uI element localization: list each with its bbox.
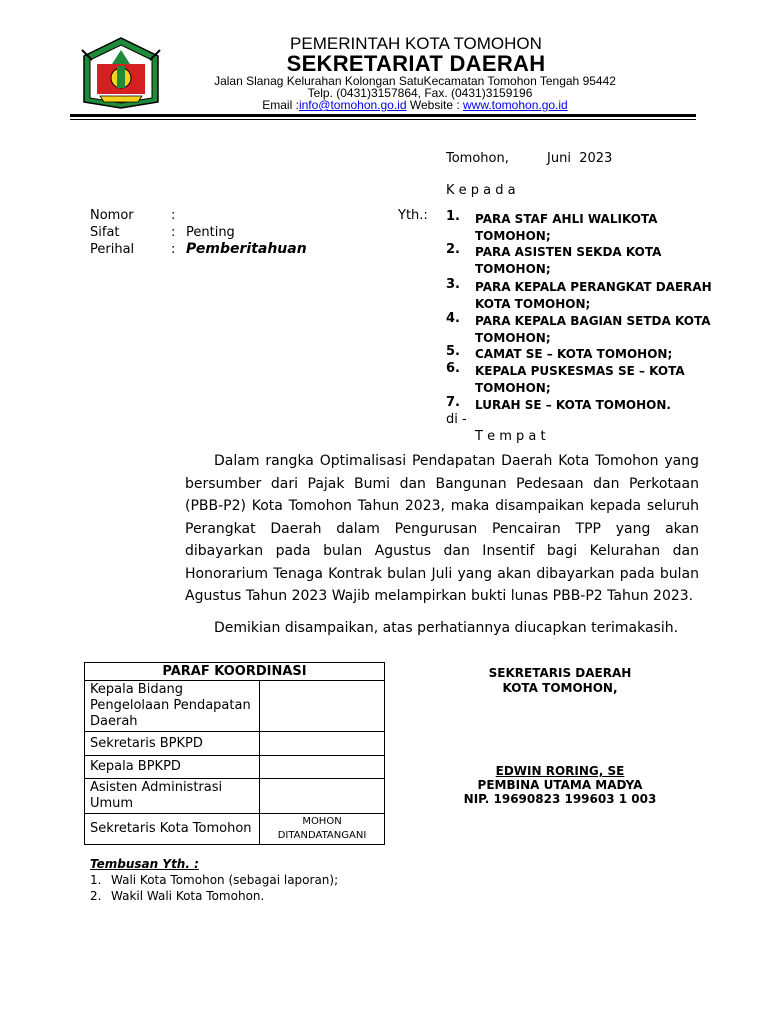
paraf-label: Sekretaris BPKPD: [85, 732, 260, 756]
list-item: [90, 873, 338, 887]
sifat-label: Sifat: [90, 225, 120, 240]
signatory-rank: PEMBINA UTAMA MADYA: [477, 778, 643, 792]
list-item: [90, 889, 264, 903]
recipient-text: CAMAT SE – KOTA TOMOHON;: [475, 347, 673, 361]
recipient-number: 2.: [446, 242, 460, 257]
table-row: [85, 779, 385, 814]
recipient-text: LURAH SE – KOTA TOMOHON.: [475, 398, 671, 412]
paraf-label: Asisten Administrasi Umum: [85, 779, 260, 814]
header-contact: [180, 98, 650, 112]
tembusan-text: Wali Kota Tomohon (sebagai laporan);: [111, 873, 339, 887]
paraf-label: Kepala Bidang Pengelolaan Pendapatan Daerah: [85, 681, 260, 732]
recipient-text: KEPALA PUSKESMAS SE – KOTA TOMOHON;: [475, 364, 685, 395]
table-row: [85, 681, 385, 732]
email-label: Email :: [262, 98, 299, 112]
recipient-number: 6.: [446, 361, 460, 376]
perihal-value: Pemberitahuan: [186, 241, 307, 257]
header-divider-thick: [70, 114, 696, 117]
nomor-label: Nomor: [90, 208, 134, 223]
tembusan-number: 2.: [90, 889, 102, 903]
date-month-year: Juni 2023: [547, 151, 613, 166]
table-row: [85, 814, 385, 845]
body-paragraph-2: Demikian disampaikan, atas perhatiannya diucapkan terimakasih.: [214, 620, 679, 636]
body-paragraph-1-text: Dalam rangka Optimalisasi Pendapatan Daerah Kota Tomohon yang bersumber dari Pajak Bumi dan Bangunan Pedesaan dan Perkotaan (PBB-P2) Kota Tomohon Tahun 2023, maka disampaikan kepada seluruh Perangkat Daerah dalam Pengurusan Pencairan TPP yang akan dibayarkan pada bulan Agustus dan Insentif bagi Kelurahan dan Honorarium Tenaga Kontrak bulan Juli yang akan dibayarkan pada bulan Agustus Tahun 2023 Wajib melampirkan bukti lunas PBB-P2 Tahun 2023.: [185, 453, 699, 604]
di-label: di -: [446, 412, 467, 427]
body-paragraph-1: [185, 450, 699, 608]
signatory-nip: NIP. 19690823 199603 1 003: [463, 792, 657, 806]
sifat-colon: :: [171, 225, 176, 240]
table-row: [85, 732, 385, 756]
recipient-text: PARA ASISTEN SEKDA KOTA TOMOHON;: [475, 245, 662, 276]
website-link[interactable]: www.tomohon.go.id: [463, 98, 568, 112]
recipient-number: 5.: [446, 344, 460, 359]
recipient-item: [446, 397, 716, 414]
recipient-item: [446, 211, 716, 245]
tembusan-number: 1.: [90, 873, 102, 887]
yth-label: Yth.:: [398, 208, 428, 223]
recipient-text: PARA KEPALA BAGIAN SETDA KOTA TOMOHON;: [475, 314, 711, 345]
recipient-number: 4.: [446, 311, 460, 326]
header-phone: Telp. (0431)3157864, Fax. (0431)3159196: [307, 86, 533, 100]
tembusan-title: Tembusan Yth. :: [90, 857, 199, 871]
paraf-signature-cell: [260, 779, 385, 814]
recipient-number: 7.: [446, 395, 460, 410]
recipient-item: [446, 279, 716, 313]
city-logo: [80, 36, 162, 110]
sifat-value: Penting: [186, 225, 235, 240]
nomor-colon: :: [171, 208, 176, 223]
paraf-signature-cell: [260, 732, 385, 756]
recipient-number: 1.: [446, 209, 460, 224]
date-city: Tomohon,: [446, 151, 509, 166]
perihal-colon: :: [171, 242, 176, 257]
table-row: [85, 756, 385, 779]
tempat-label: T e m p a t: [475, 429, 546, 444]
recipient-item: [446, 244, 716, 278]
signature-title-city: KOTA TOMOHON,: [502, 681, 618, 695]
recipient-item: [446, 363, 716, 397]
kepada-label: K e p a d a: [446, 183, 516, 198]
header-address: Jalan Slanag Kelurahan Kolongan SatuKecamatan Tomohon Tengah 95442: [214, 74, 616, 88]
recipient-item: [446, 346, 716, 363]
recipient-number: 3.: [446, 277, 460, 292]
signatory-name: EDWIN RORING, SE: [495, 764, 625, 778]
header-divider-thin: [70, 119, 696, 120]
recipient-text: PARA KEPALA PERANGKAT DAERAH KOTA TOMOHON;: [475, 280, 712, 311]
paraf-header-row: [85, 663, 385, 681]
paraf-table: [84, 662, 385, 845]
paraf-signature-cell: MOHON DITANDATANGANI: [260, 814, 385, 845]
paraf-label: Kepala BPKPD: [85, 756, 260, 779]
paraf-signature-cell: [260, 756, 385, 779]
signature-title: SEKRETARIS DAERAH: [488, 666, 632, 680]
paraf-signature-cell: [260, 681, 385, 732]
website-label: Website :: [406, 98, 463, 112]
header-secretariat: SEKRETARIAT DAERAH: [286, 51, 546, 76]
tembusan-text: Wakil Wali Kota Tomohon.: [111, 889, 265, 903]
header-government: PEMERINTAH KOTA TOMOHON: [290, 34, 542, 53]
recipient-item: [446, 313, 716, 347]
recipient-text: PARA STAF AHLI WALIKOTA TOMOHON;: [475, 212, 658, 243]
perihal-label: Perihal: [90, 242, 135, 257]
paraf-title: PARAF KOORDINASI: [85, 663, 385, 681]
email-link[interactable]: info@tomohon.go.id: [298, 98, 407, 112]
paraf-label: Sekretaris Kota Tomohon: [85, 814, 260, 845]
